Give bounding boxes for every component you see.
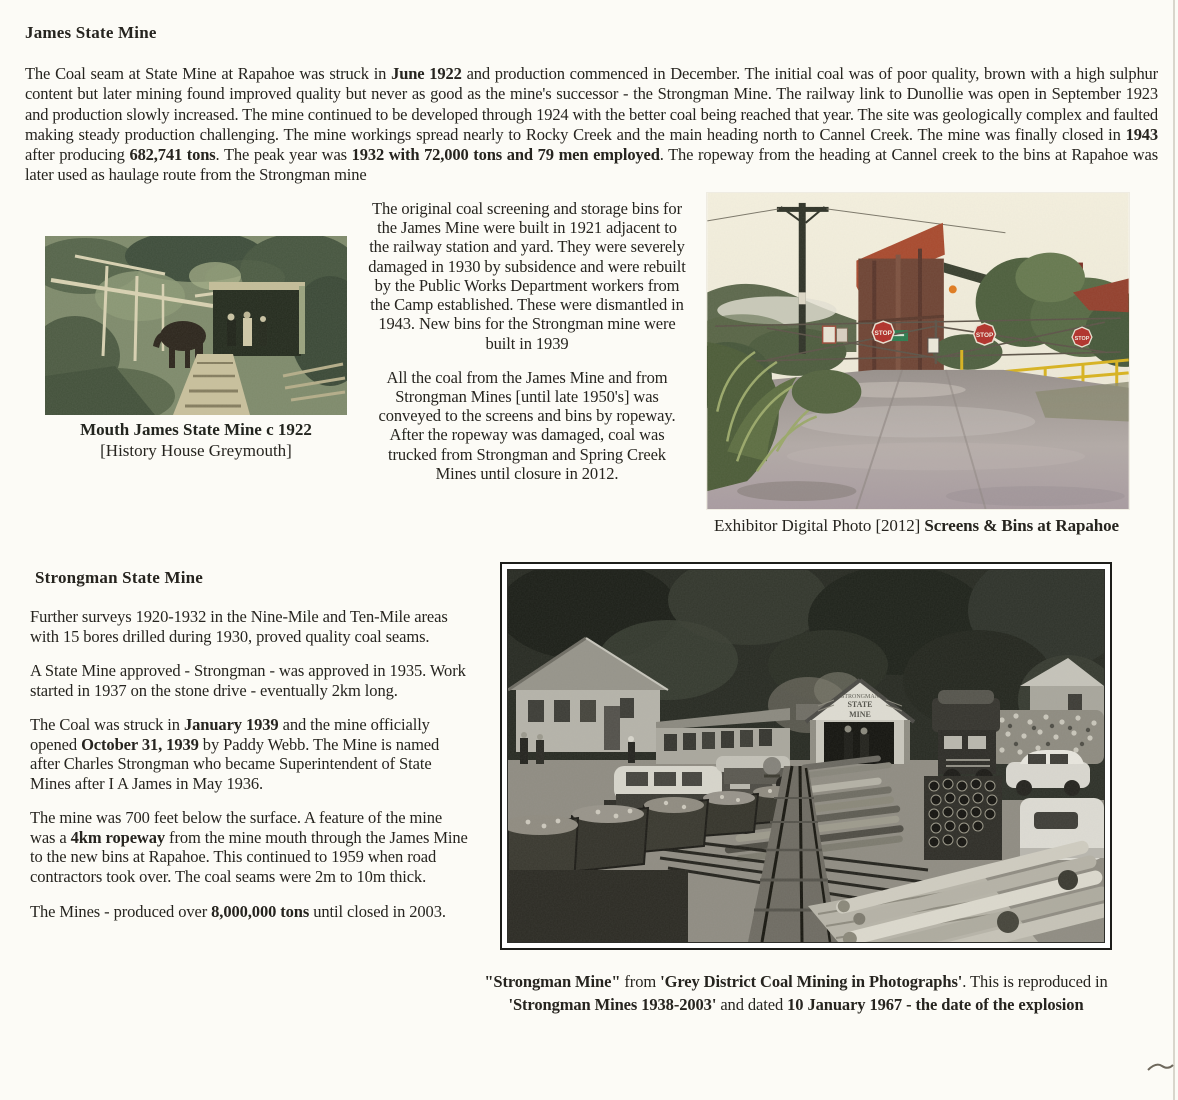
james-section-heading: James State Mine [25,23,157,42]
strongman-mine-yard-photo [508,570,1104,942]
strongman-photo-figure [500,562,1112,950]
rapahoe-photo-figure [706,192,1130,536]
james-photo-caption-credit: [History House Greymouth] [100,441,292,460]
strongman-text-column [30,607,468,936]
james-photo-caption-title: Mouth James State Mine c 1922 [80,420,312,439]
strongman-paragraph-3: The Coal was struck in January 1939 and the mine officially opened October 31, 1939 by Paddy Webb. The Mine is named after Charles Strongman who became Superintendent of State Mines after I A James in May 1936. [30,715,440,793]
james-section-paragraph: The Coal seam at State Mine at Rapahoe was struck in June 1922 and production commenced in December. The initial coal was of poor quality, brown with a high sulphur content but later mining found improved quality but never as good as the mine's successor - the Strongman Mine. The railway link to Dunollie was open in September 1923 and production slowly increased. The mine continued to be developed through 1924 with the better coal being reached that year. The site was geologically complex and faulted making steady production challenging. The mine workings spread nearly to Rocky Creek and the main heading north to Cannel Creek. The mine was finally closed in 1943 after producing 682,741 tons. The peak year was 1932 with 72,000 tons and 79 men employed. The ropeway from the heading at Cannel creek to the bins at Rapahoe was later used as haulage route from the Strongman mine [25,64,1159,185]
rapahoe-screens-bins-photo [706,192,1130,510]
strongman-section-heading: Strongman State Mine [35,568,204,587]
screening-bins-text-column [366,199,688,483]
rapahoe-photo-caption: Exhibitor Digital Photo [2012] Screens & Bins at Rapahoe [714,516,1119,535]
james-mine-mouth-photo [45,236,347,415]
strongman-photo-caption: "Strongman Mine" from 'Grey District Coal Mining in Photographs'. This is reproduced in 'Strongman Mines 1938-2003' and dated 10 January 1967 - the date of the explosion [484,972,1108,1014]
strongman-paragraph-1: Further surveys 1920-1932 in the Nine-Mile and Ten-Mile areas with 15 bores drilled during 1930, proved quality coal seams. [30,607,448,646]
bins-paragraph-2: All the coal from the James Mine and from Strongman Mines [until late 1950's] was conveyed to the screens and bins by ropeway. After the ropeway was damaged, coal was trucked from Strongman and Spring Creek Mines until closure in 2012. [378,367,676,483]
scan-artifact-mark [1146,1058,1174,1074]
photo-frame [500,562,1112,950]
scan-edge-shadow [1173,0,1175,1100]
strongman-paragraph-5: The Mines - produced over 8,000,000 tons until closed in 2003. [30,901,446,921]
james-mine-photo-figure [45,236,347,461]
bins-paragraph-1: The original coal screening and storage bins for the James Mine were built in 1921 adjacent to the railway station and yard. They were severely damaged in 1930 by subsidence and were rebuilt by the Public Works Department workers from the Camp established. These were dismantled in 1943. New bins for the Strongman mine were built in 1939 [368,199,686,353]
strongman-paragraph-4: The mine was 700 feet below the surface. A feature of the mine was a 4km ropeway from the mine mouth through the James Mine to the new bins at Rapahoe. This continued to 1959 when road contractors took over. The coal seams were 2m to 10m thick. [30,808,468,887]
strongman-paragraph-2: A State Mine approved - Strongman - was approved in 1935. Work started in 1937 on the stone drive - eventually 2km long. [30,661,466,700]
